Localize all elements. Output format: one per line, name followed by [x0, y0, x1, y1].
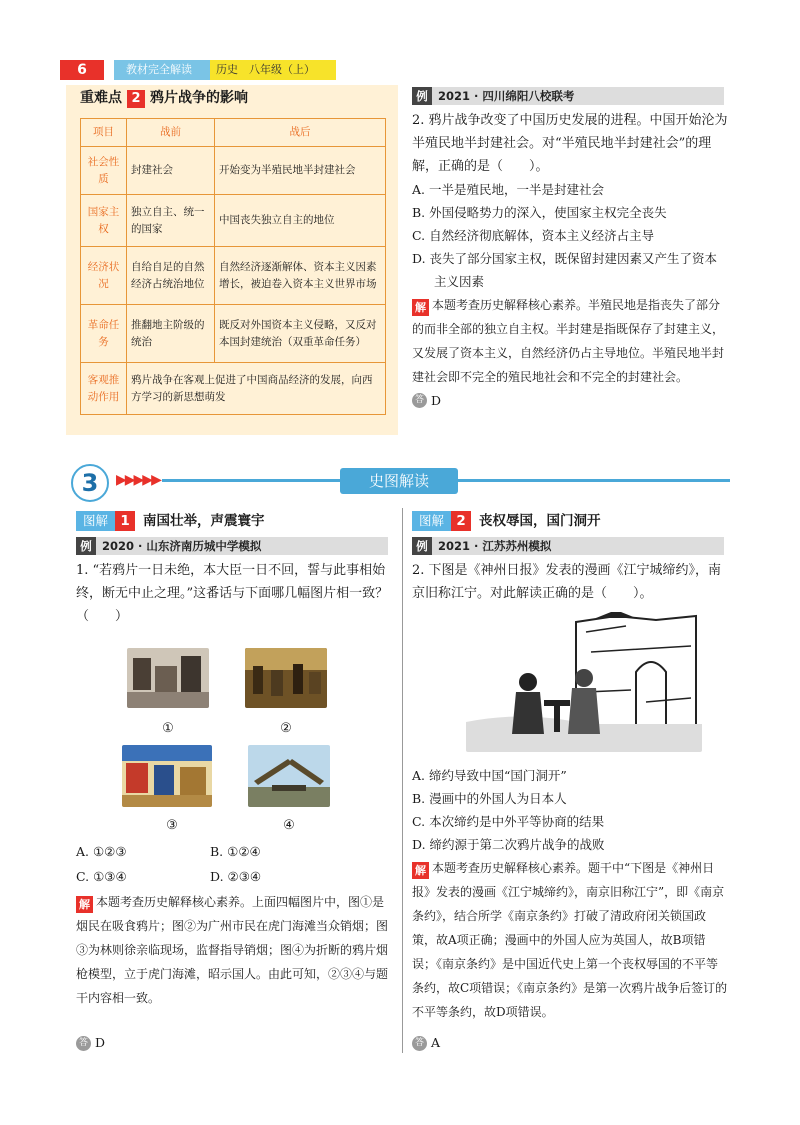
table-header-cell: 战后 — [215, 119, 386, 147]
row-label: 社会性质 — [81, 147, 127, 195]
tujie-title: 丧权辱国，国门洞开 — [479, 512, 601, 529]
example-header — [412, 87, 724, 105]
row-label: 革命任务 — [81, 305, 127, 363]
tujie-heading-2 — [412, 510, 601, 532]
table-row — [81, 147, 386, 195]
answer-value: A — [431, 1035, 441, 1050]
option-d: D. 丧失了部分国家主权，既保留封建因素又产生了资本 — [412, 251, 718, 266]
subject-label: 历史 八年级（上） — [216, 63, 315, 76]
analysis-icon: 解 — [412, 862, 429, 879]
image-caption: ③ — [166, 818, 178, 833]
analysis-body: 本题考查历史解释核心素养。上面四幅图片中，图①是烟民在吸食鸦片；图②为广州市民在虎门海滩当众销烟；图③为林则徐亲临现场，监督指导销烟；图④为折断的鸦片烟枪模型，立于虎门海滩，昭示国人。由此可知，②③④与题干内容相一致。 — [76, 895, 389, 1005]
cell-after: 中国丧失独立自主的地位 — [215, 195, 386, 247]
image-caption: ① — [162, 721, 174, 736]
example-header — [76, 537, 388, 555]
example-tag: 例 — [412, 537, 432, 555]
table-header-cell: 战前 — [127, 119, 215, 147]
key-point-table — [80, 118, 386, 415]
answer-line — [412, 389, 730, 412]
row-label: 经济状况 — [81, 247, 127, 305]
cell-footer: 鸦片战争在客观上促进了中国商品经济的发展，向西方学习的新思想萌发 — [127, 363, 386, 415]
key-point-label: 重难点 — [80, 90, 122, 107]
answer-line — [412, 1033, 440, 1054]
cell-after: 既反对外国资本主义侵略，又反对本国封建统治（双重革命任务） — [215, 305, 386, 363]
example-tag: 例 — [412, 87, 432, 105]
table-row — [81, 195, 386, 247]
tujie-title: 南国壮举，声震寰宇 — [143, 512, 265, 529]
example-question — [76, 559, 392, 628]
tujie-number: 1 — [115, 511, 135, 531]
option-c: C. ①③④ — [76, 869, 127, 884]
question-text: 2. 下图是《神州日报》发表的漫画《江宁城缔约》，南京旧称江宁。对此解读正确的是（ ）。 — [412, 563, 722, 601]
table-header-cell: 项目 — [81, 119, 127, 147]
cell-after: 开始变为半殖民地半封建社会 — [215, 147, 386, 195]
option-a: A. 一半是殖民地，一半是封建社会 — [412, 182, 604, 197]
cell-before: 推翻地主阶级的统治 — [127, 305, 215, 363]
analysis-text — [412, 856, 728, 1024]
analysis-text — [76, 890, 392, 1010]
section-number: 3 — [71, 464, 109, 502]
cell-before: 封建社会 — [127, 147, 215, 195]
section-title: 史图解读 — [340, 468, 458, 494]
example-source: 2021 · 四川绵阳八校联考 — [438, 89, 575, 103]
option-b: B. 漫画中的外国人为日本人 — [412, 791, 567, 806]
column-divider — [402, 508, 403, 1053]
opium-smokers-image — [127, 648, 209, 708]
section-arrows-icon: ▶▶▶▶▶ — [116, 472, 160, 488]
example-body — [412, 109, 730, 412]
example-question — [412, 559, 728, 605]
option-c: C. 本次缔约是中外平等协商的结果 — [412, 814, 605, 829]
analysis-body: 本题考查历史解释核心素养。题干中“下图是《神州日报》发表的漫画《江宁城缔约》，南京旧称江宁”，即《南京条约》，结合所学《南京条约》打破了清政府闭关锁国政策，故A项正确；漫画中的外国人应为英国人，故B项错误；《南京条约》是中国近代史上第一个丧权辱国的不平等条约，故C项错误；《南京条约》是第一次鸦片战争后签订的不平等条约，故D项错误。 — [412, 861, 728, 1019]
page-header — [60, 60, 344, 80]
answer-icon: 答 — [412, 1036, 427, 1051]
table-header-row — [81, 119, 386, 147]
tujie-label: 图解 — [412, 511, 451, 531]
key-point-heading — [80, 88, 248, 110]
option-c: C. 自然经济彻底解体，资本主义经济占主导 — [412, 228, 655, 243]
book-title: 教材完全解读 — [126, 63, 192, 76]
example-source: 2021 · 江苏苏州模拟 — [438, 539, 552, 553]
cell-before: 独立自主、统一的国家 — [127, 195, 215, 247]
cell-before: 自给自足的自然经济占统治地位 — [127, 247, 215, 305]
page-number: 6 — [60, 60, 104, 80]
answer-value: D — [431, 393, 442, 408]
option-a: A. ①②③ — [76, 844, 127, 859]
cell-after: 自然经济逐渐解体、资本主义因素增长，被迫卷入资本主义世界市场 — [215, 247, 386, 305]
question-text: 1. “若鸦片一日未绝，本大臣一日不回，誓与此事相始终，断无中止之理。”这番话与下面哪几幅图片相一致？（ ） — [76, 563, 389, 624]
tujie-heading-1 — [76, 510, 265, 532]
question-text: 2. 鸦片战争改变了中国历史发展的进程。中国开始沦为半殖民地半封建社会。对“半殖民地半封建社会”的理解，正确的是（ ）。 — [412, 113, 728, 174]
image-caption: ④ — [283, 818, 295, 833]
example-source: 2020 · 山东济南历城中学模拟 — [102, 539, 262, 553]
analysis-block — [76, 890, 392, 1010]
option-d-continued: 主义因素 — [434, 274, 485, 289]
treaty-cartoon-image — [466, 612, 702, 752]
row-label: 国家主权 — [81, 195, 127, 247]
option-a: A. 缔约导致中国“国门洞开” — [412, 768, 567, 783]
example-header — [412, 537, 724, 555]
tujie-label: 图解 — [76, 511, 115, 531]
opium-burning-image — [245, 648, 327, 708]
option-b: B. 外国侵略势力的深入，使国家主权完全丧失 — [412, 205, 667, 220]
option-d: D. 缔约源于第二次鸦片战争的战败 — [412, 837, 605, 852]
analysis-icon: 解 — [76, 896, 93, 913]
table-row — [81, 247, 386, 305]
broken-pipe-sculpture-image — [248, 745, 330, 807]
answer-icon: 答 — [76, 1036, 91, 1051]
table-row — [81, 363, 386, 415]
table-row — [81, 305, 386, 363]
image-caption: ② — [280, 721, 292, 736]
key-point-title: 鸦片战争的影响 — [150, 90, 248, 107]
answer-line — [76, 1033, 105, 1054]
tujie-number: 2 — [451, 511, 471, 531]
answer-icon: 答 — [412, 393, 427, 408]
lin-zexu-supervising-image — [122, 745, 212, 807]
key-point-number: 2 — [127, 90, 145, 108]
option-b: B. ①②④ — [210, 844, 261, 859]
row-label: 客观推动作用 — [81, 363, 127, 415]
option-d: D. ②③④ — [210, 869, 262, 884]
options-and-analysis — [412, 764, 728, 1024]
example-tag: 例 — [76, 537, 96, 555]
analysis-icon: 解 — [412, 299, 429, 316]
analysis-body: 本题考查历史解释核心素养。半殖民地是指丧失了部分的而非全部的独立自主权。半封建是指既保存了封建主义，又发展了资本主义，自然经济仍占主导地位。半殖民地半封建社会即不完全的殖民地社会和不完全的封建社会。 — [412, 298, 725, 384]
answer-value: D — [95, 1035, 106, 1050]
analysis-text — [412, 293, 730, 389]
